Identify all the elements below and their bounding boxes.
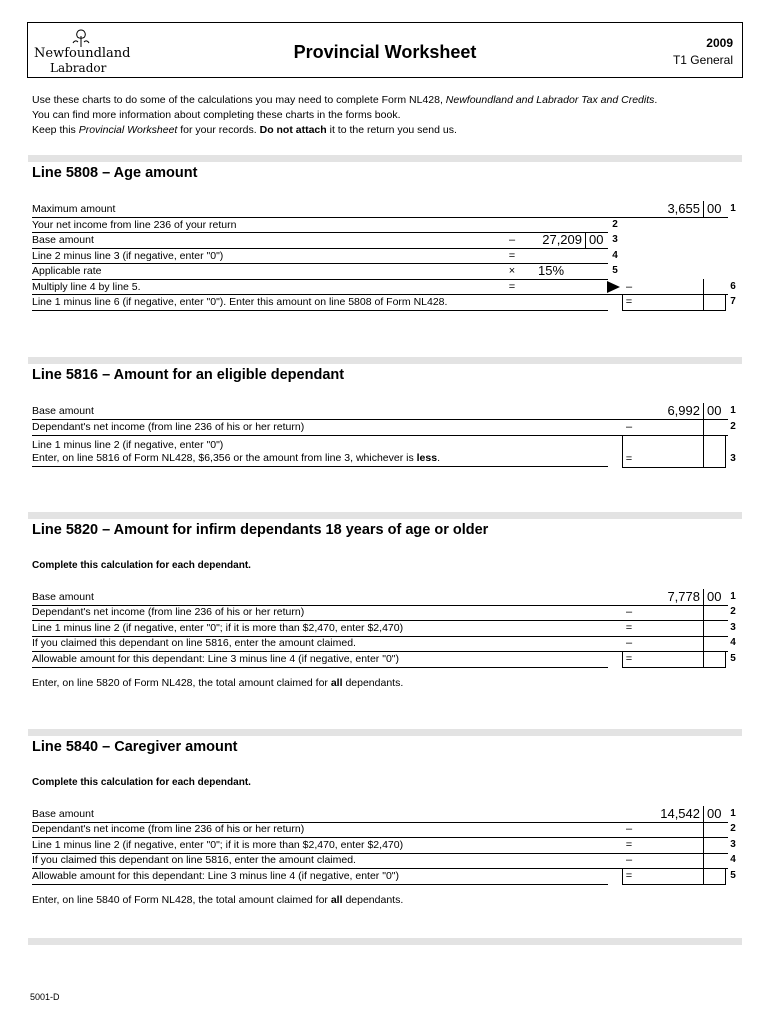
line-number: 3 [730, 839, 736, 850]
answer-box-5808[interactable] [622, 294, 726, 311]
line-number: 2 [730, 823, 736, 834]
equals-operator: = [508, 250, 516, 262]
line-number: 5 [730, 870, 736, 881]
base-amount: 14,542 [660, 806, 700, 821]
row-label: Your net income from line 236 of your return [32, 219, 237, 231]
equals-operator: = [625, 296, 633, 308]
cents-divider [703, 294, 704, 311]
minus-operator: – [508, 234, 516, 246]
row-rule [32, 310, 608, 311]
row-label: Base amount [32, 405, 94, 417]
minus-operator: – [625, 854, 633, 866]
row-label: Dependant's net income (from line 236 of his or her return) [32, 421, 305, 433]
line-number: 4 [730, 854, 736, 865]
form-code: 5001-D [30, 992, 60, 1002]
row-rule [32, 466, 608, 467]
section-title-5840: Line 5840 – Caregiver amount [32, 739, 238, 755]
section-divider [28, 357, 742, 364]
row-label: Base amount [32, 808, 94, 820]
row-label: Allowable amount for this dependant: Line 3 minus line 4 (if negative, enter "0") [32, 653, 400, 665]
line-number: 7 [730, 296, 736, 307]
row-label: Dependant's net income (from line 236 of his or her return) [32, 823, 305, 835]
cents-divider [703, 868, 704, 885]
cents-divider [703, 403, 704, 435]
minus-operator: – [625, 637, 633, 649]
row-label: Line 1 minus line 2 (if negative, enter "0"; if it is more than $2,470, enter $2,470) [32, 839, 404, 851]
line-number: 1 [730, 591, 736, 602]
row-rule [32, 620, 728, 621]
line-number: 5 [612, 265, 618, 276]
max-amount: 3,655 [667, 201, 700, 216]
equals-operator: = [625, 839, 633, 851]
base-amount: 6,992 [667, 403, 700, 418]
section-note: Enter, on line 5840 of Form NL428, the total amount claimed for all dependants. [32, 894, 404, 906]
minus-operator: – [625, 606, 633, 618]
cents-divider [703, 589, 704, 651]
answer-box-5816[interactable] [622, 435, 726, 468]
line-number: 2 [730, 606, 736, 617]
section-divider [28, 512, 742, 519]
base-cents: 00 [707, 589, 722, 604]
line-number: 2 [730, 421, 736, 432]
section-note: Enter, on line 5820 of Form NL428, the total amount claimed for all dependants. [32, 677, 404, 689]
applicable-rate: 15% [537, 263, 565, 278]
row-rule [32, 884, 608, 885]
cents-divider [703, 201, 704, 217]
equals-operator: = [625, 622, 633, 634]
cents-divider [703, 279, 704, 294]
row-label: Applicable rate [32, 265, 102, 277]
minus-operator: – [625, 421, 633, 433]
row-label: Multiply line 4 by line 5. [32, 281, 141, 293]
section-divider [28, 155, 742, 162]
line-number: 2 [612, 219, 618, 230]
minus-operator: – [625, 823, 633, 835]
section-title-5820: Line 5820 – Amount for infirm dependants 18 years of age or older [32, 522, 489, 538]
line-number: 1 [730, 808, 736, 819]
line-number: 6 [730, 281, 736, 292]
row-label: Base amount [32, 591, 94, 603]
row-label: Line 1 minus line 2 (if negative, enter "0") [32, 439, 224, 451]
section-title-5808: Line 5808 – Age amount [32, 165, 198, 181]
row-label: Allowable amount for this dependant: Line 3 minus line 4 (if negative, enter "0") [32, 870, 400, 882]
base-amount: 7,778 [667, 589, 700, 604]
minus-operator: – [625, 281, 633, 293]
row-label: Line 1 minus line 6 (if negative, enter "0"). Enter this amount on line 5808 of Form NL428. [32, 296, 448, 308]
answer-box-5820[interactable] [622, 651, 726, 668]
cents-divider [585, 232, 586, 248]
line-number: 1 [730, 203, 736, 214]
row-rule [32, 248, 608, 249]
row-rule [32, 217, 728, 218]
row-rule [32, 419, 728, 420]
row-label: Enter, on line 5816 of Form NL428, $6,356 or the amount from line 3, whichever is less. [32, 452, 440, 464]
row-label: Dependant's net income (from line 236 of his or her return) [32, 606, 305, 618]
logo-text-labrador: Labrador [50, 61, 107, 75]
section-title-5816: Line 5816 – Amount for an eligible dependant [32, 367, 345, 383]
base-cents: 00 [589, 232, 604, 247]
base-cents: 00 [707, 806, 722, 821]
row-label: Maximum amount [32, 203, 116, 215]
line-number: 4 [730, 637, 736, 648]
row-rule [32, 667, 608, 668]
tax-year: 2009 [706, 36, 733, 50]
form-type: T1 General [672, 53, 733, 67]
times-operator: × [508, 265, 516, 277]
row-rule [32, 279, 608, 280]
row-label: Base amount [32, 234, 94, 246]
row-label: If you claimed this dependant on line 5816, enter the amount claimed. [32, 854, 356, 866]
max-cents: 00 [707, 201, 722, 216]
line-number: 5 [730, 653, 736, 664]
equals-operator: = [625, 453, 633, 465]
base-cents: 00 [707, 403, 722, 418]
base-amount: 27,209 [542, 232, 582, 247]
arrow-right-icon [607, 281, 621, 293]
line-number: 3 [730, 453, 736, 464]
equals-operator: = [625, 870, 633, 882]
equals-operator: = [508, 281, 516, 293]
row-rule [32, 837, 728, 838]
intro-text: Use these charts to do some of the calculations you may need to complete Form NL428, Newfoundland and Labrador Tax and Credits. You can find more information about completing these charts in the forms book. Keep this Provincial Worksheet for your records. Do not attach it to the return you send us. [32, 94, 658, 136]
row-label: Line 2 minus line 3 (if negative, enter "0") [32, 250, 224, 262]
line-number: 1 [730, 405, 736, 416]
cents-divider [703, 435, 704, 468]
equals-operator: = [625, 653, 633, 665]
line-number: 4 [612, 250, 618, 261]
answer-box-5840[interactable] [622, 868, 726, 885]
page-title: Provincial Worksheet [293, 42, 477, 62]
logo-text-newfoundland: Newfoundland [34, 46, 131, 61]
row-label: If you claimed this dependant on line 5816, enter the amount claimed. [32, 637, 356, 649]
line-number: 3 [730, 622, 736, 633]
section-subtitle: Complete this calculation for each dependant. [32, 560, 251, 571]
section-subtitle: Complete this calculation for each dependant. [32, 777, 251, 788]
row-label: Line 1 minus line 2 (if negative, enter "0"; if it is more than $2,470, enter $2,470) [32, 622, 404, 634]
section-divider [28, 938, 742, 945]
section-divider [28, 729, 742, 736]
line-number: 3 [612, 234, 618, 245]
cents-divider [703, 651, 704, 668]
cents-divider [703, 806, 704, 868]
